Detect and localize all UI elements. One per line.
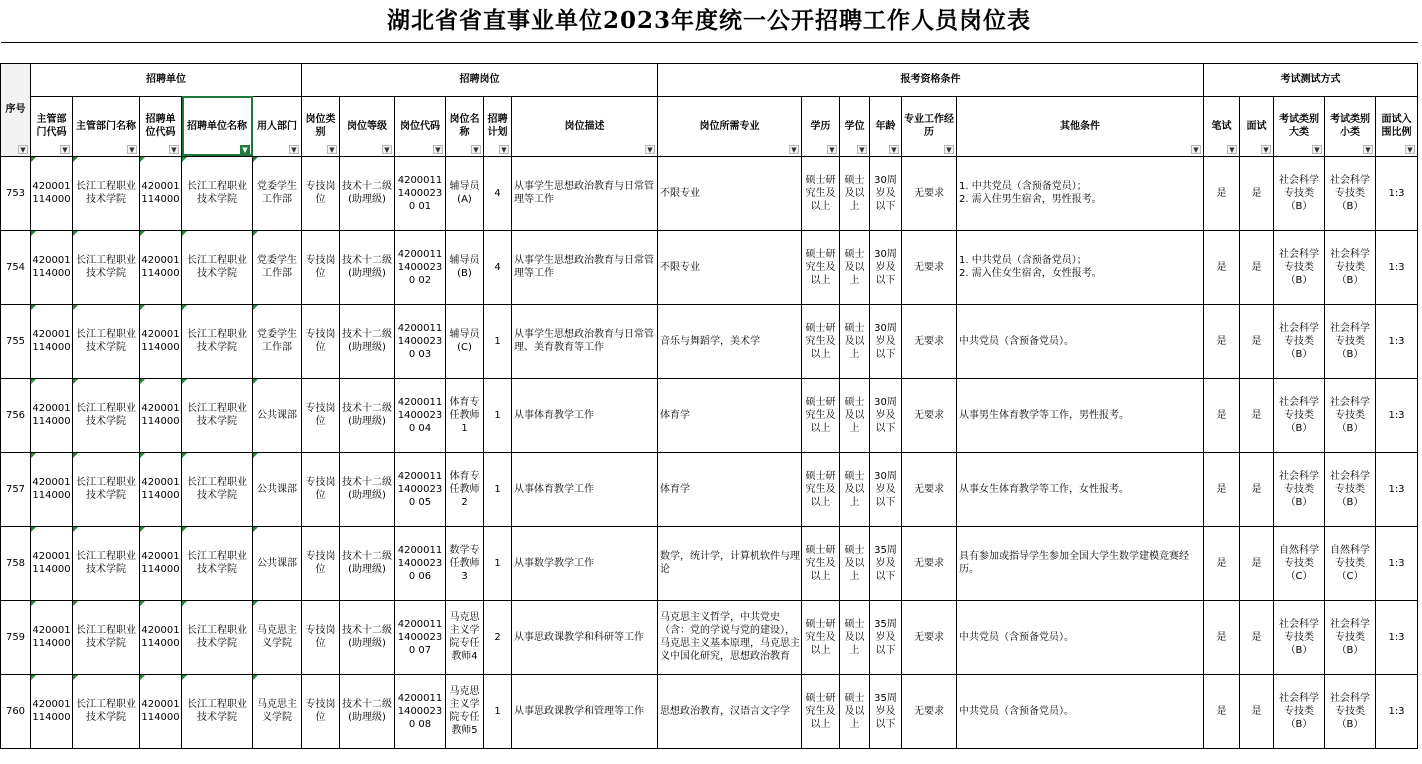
cell-cat2[interactable]: 社会科学专技类（B）: [1325, 674, 1376, 748]
cell-cat2[interactable]: 自然科学专技类（C）: [1325, 526, 1376, 600]
column-header-label: 年龄: [875, 120, 896, 132]
cell-degree[interactable]: 硕士及以上: [840, 156, 870, 230]
sheet-title: 湖北省省直事业单位2023年度统一公开招聘工作人员岗位表: [1, 0, 1418, 42]
cell-exp[interactable]: 无要求: [902, 452, 957, 526]
table-row: [1, 526, 1418, 600]
dropdown-arrow-icon[interactable]: ▼: [889, 145, 899, 154]
table-row: [1, 156, 1418, 230]
cell-interview[interactable]: 是: [1240, 526, 1274, 600]
cell-desc[interactable]: 从事学生思想政治教育与日常管理、美育教育等工作: [512, 304, 658, 378]
dropdown-arrow-icon[interactable]: ▼: [1405, 145, 1415, 154]
cell-age[interactable]: 35周岁及以下: [870, 600, 902, 674]
dropdown-arrow-icon[interactable]: ▼: [433, 145, 443, 154]
cell-unit-name[interactable]: 长江工程职业技术学院: [182, 526, 253, 600]
cell-office[interactable]: 马克思主义学院: [253, 674, 302, 748]
serial-header-label: 序号: [5, 104, 26, 115]
cell-cat1[interactable]: 社会科学专技类（B）: [1274, 304, 1325, 378]
cell-office[interactable]: 公共课部: [253, 526, 302, 600]
cell-level[interactable]: 技术十二级(助理级): [340, 230, 395, 304]
cell-major[interactable]: 思想政治教育，汉语言文字学: [658, 674, 802, 748]
cell-ratio[interactable]: 1:3: [1376, 674, 1418, 748]
column-header-label: 其他条件: [1060, 120, 1100, 132]
cell-age[interactable]: 35周岁及以下: [870, 674, 902, 748]
cell-dept-name[interactable]: 长江工程职业技术学院: [73, 674, 140, 748]
cell-cat1[interactable]: 社会科学专技类（B）: [1274, 452, 1325, 526]
cell-edu[interactable]: 硕士研究生及以上: [802, 304, 840, 378]
cell-interview[interactable]: 是: [1240, 378, 1274, 452]
cell-cat2[interactable]: 社会科学专技类（B）: [1325, 600, 1376, 674]
cell-post[interactable]: 辅导员(A): [446, 156, 484, 230]
cell-edu[interactable]: 硕士研究生及以上: [802, 230, 840, 304]
column-header-label: 主管部门代码: [36, 114, 67, 138]
cell-degree[interactable]: 硕士及以上: [840, 526, 870, 600]
cell-no[interactable]: 758: [1, 526, 31, 600]
column-header-label: 岗位类别: [305, 114, 336, 138]
cell-exp[interactable]: 无要求: [902, 378, 957, 452]
cell-dept-name[interactable]: 长江工程职业技术学院: [73, 526, 140, 600]
cell-type[interactable]: 专技岗位: [302, 674, 340, 748]
dropdown-arrow-icon[interactable]: ▼: [1363, 145, 1373, 154]
cell-major[interactable]: 数学，统计学，计算机软件与理论: [658, 526, 802, 600]
group-qual: 报考资格条件: [658, 63, 1204, 96]
cell-cat1[interactable]: 社会科学专技类（B）: [1274, 230, 1325, 304]
cell-office[interactable]: 公共课部: [253, 452, 302, 526]
cell-unit-code[interactable]: 420001114000: [140, 600, 182, 674]
cell-no[interactable]: 759: [1, 600, 31, 674]
cell-office[interactable]: 党委学生工作部: [253, 230, 302, 304]
cell-ratio[interactable]: 1:3: [1376, 156, 1418, 230]
cell-edu[interactable]: 硕士研究生及以上: [802, 526, 840, 600]
cell-unit-code[interactable]: 420001114000: [140, 674, 182, 748]
cell-type[interactable]: 专技岗位: [302, 452, 340, 526]
cell-degree[interactable]: 硕士及以上: [840, 230, 870, 304]
cell-major[interactable]: 音乐与舞蹈学，美术学: [658, 304, 802, 378]
cell-written[interactable]: 是: [1204, 674, 1240, 748]
column-header-label: 主管部门名称: [76, 120, 136, 132]
cell-dept-name[interactable]: 长江工程职业技术学院: [73, 378, 140, 452]
cell-no[interactable]: 756: [1, 378, 31, 452]
column-header-label: 考试类别大类: [1279, 114, 1319, 138]
cell-written[interactable]: 是: [1204, 378, 1240, 452]
cell-other[interactable]: 1. 中共党员（含预备党员）； 2. 需入住女生宿舍，女性报考。: [957, 230, 1204, 304]
cell-major[interactable]: 体育学: [658, 378, 802, 452]
cell-plan[interactable]: 1: [484, 526, 512, 600]
dropdown-arrow-icon[interactable]: ▼: [289, 145, 299, 154]
cell-ratio[interactable]: 1:3: [1376, 304, 1418, 378]
cell-written[interactable]: 是: [1204, 304, 1240, 378]
cell-type[interactable]: 专技岗位: [302, 156, 340, 230]
cell-desc[interactable]: 从事思政课教学和管理等工作: [512, 674, 658, 748]
cell-level[interactable]: 技术十二级(助理级): [340, 674, 395, 748]
cell-post[interactable]: 辅导员(B): [446, 230, 484, 304]
column-header[interactable]: [902, 96, 957, 156]
cell-type[interactable]: 专技岗位: [302, 378, 340, 452]
dropdown-arrow-icon[interactable]: ▼: [1227, 145, 1237, 154]
table-row: [1, 230, 1418, 304]
table-row: [1, 452, 1418, 526]
cell-plan[interactable]: 1: [484, 452, 512, 526]
cell-unit-code[interactable]: 420001114000: [140, 452, 182, 526]
column-header[interactable]: [957, 96, 1204, 156]
cell-office[interactable]: 党委学生工作部: [253, 304, 302, 378]
cell-cat1[interactable]: 自然科学专技类（C）: [1274, 526, 1325, 600]
cell-office[interactable]: 公共课部: [253, 378, 302, 452]
dropdown-arrow-icon[interactable]: ▼: [827, 145, 837, 154]
cell-dept-code[interactable]: 420001114000: [31, 230, 73, 304]
cell-unit-name[interactable]: 长江工程职业技术学院: [182, 452, 253, 526]
cell-cat2[interactable]: 社会科学专技类（B）: [1325, 230, 1376, 304]
column-header[interactable]: [182, 96, 253, 156]
cell-unit-code[interactable]: 420001114000: [140, 304, 182, 378]
cell-cat1[interactable]: 社会科学专技类（B）: [1274, 600, 1325, 674]
cell-cat2[interactable]: 社会科学专技类（B）: [1325, 156, 1376, 230]
serial-header[interactable]: [1, 63, 31, 156]
column-header-label: 岗位描述: [564, 120, 605, 132]
cell-cat1[interactable]: 社会科学专技类（B）: [1274, 378, 1325, 452]
cell-unit-name[interactable]: 长江工程职业技术学院: [182, 230, 253, 304]
cell-no[interactable]: 754: [1, 230, 31, 304]
cell-plan[interactable]: 1: [484, 304, 512, 378]
column-header-label: 专业工作经历: [904, 114, 954, 138]
cell-age[interactable]: 30周岁及以下: [870, 378, 902, 452]
cell-exp[interactable]: 无要求: [902, 230, 957, 304]
dropdown-arrow-icon[interactable]: ▼: [169, 145, 179, 154]
dropdown-arrow-icon[interactable]: ▼: [1191, 145, 1201, 154]
group-unit: 招聘单位: [31, 63, 302, 96]
cell-type[interactable]: 专技岗位: [302, 304, 340, 378]
cell-exp[interactable]: 无要求: [902, 674, 957, 748]
cell-level[interactable]: 技术十二级(助理级): [340, 156, 395, 230]
cell-level[interactable]: 技术十二级(助理级): [340, 600, 395, 674]
cell-interview[interactable]: 是: [1240, 304, 1274, 378]
cell-dept-code[interactable]: 420001114000: [31, 526, 73, 600]
blank-row: [1, 42, 1418, 63]
cell-plan[interactable]: 1: [484, 378, 512, 452]
cell-other[interactable]: 中共党员（含预备党员）。: [957, 304, 1204, 378]
column-header-label: 面试: [1246, 120, 1267, 132]
cell-type[interactable]: 专技岗位: [302, 526, 340, 600]
dropdown-arrow-icon[interactable]: ▼: [127, 145, 137, 154]
cell-desc[interactable]: 从事体育教学工作: [512, 378, 658, 452]
column-header-label: 笔试: [1211, 120, 1232, 132]
dropdown-arrow-icon[interactable]: ▼: [18, 145, 28, 154]
cell-dept-code[interactable]: 420001114000: [31, 600, 73, 674]
cell-interview[interactable]: 是: [1240, 452, 1274, 526]
cell-cat1[interactable]: 社会科学专技类（B）: [1274, 674, 1325, 748]
cell-age[interactable]: 30周岁及以下: [870, 230, 902, 304]
cell-dept-name[interactable]: 长江工程职业技术学院: [73, 304, 140, 378]
cell-plan[interactable]: 4: [484, 230, 512, 304]
cell-post[interactable]: 体育专任教师1: [446, 378, 484, 452]
group-exam: 考试测试方式: [1204, 63, 1418, 96]
column-header-label: 岗位名称: [449, 114, 480, 138]
column-header-label: 考试类别小类: [1330, 114, 1370, 138]
column-header[interactable]: [512, 96, 658, 156]
dropdown-arrow-icon[interactable]: ▼: [1261, 145, 1271, 154]
cell-post[interactable]: 体育专任教师2: [446, 452, 484, 526]
column-header[interactable]: [73, 96, 140, 156]
cell-unit-code[interactable]: 420001114000: [140, 156, 182, 230]
cell-exp[interactable]: 无要求: [902, 156, 957, 230]
cell-ratio[interactable]: 1:3: [1376, 452, 1418, 526]
cell-unit-code[interactable]: 420001114000: [140, 378, 182, 452]
cell-dept-name[interactable]: 长江工程职业技术学院: [73, 600, 140, 674]
cell-other[interactable]: 具有参加或指导学生参加全国大学生数学建模竞赛经历。: [957, 526, 1204, 600]
cell-type[interactable]: 专技岗位: [302, 230, 340, 304]
cell-type[interactable]: 专技岗位: [302, 600, 340, 674]
table-row: [1, 304, 1418, 378]
dropdown-arrow-icon[interactable]: ▼: [789, 145, 799, 154]
cell-exp[interactable]: 无要求: [902, 304, 957, 378]
column-header-label: 岗位所需专业: [699, 120, 760, 132]
cell-desc[interactable]: 从事体育教学工作: [512, 452, 658, 526]
cell-dept-name[interactable]: 长江工程职业技术学院: [73, 156, 140, 230]
column-header[interactable]: [340, 96, 395, 156]
cell-degree[interactable]: 硕士及以上: [840, 304, 870, 378]
cell-unit-name[interactable]: 长江工程职业技术学院: [182, 304, 253, 378]
cell-ratio[interactable]: 1:3: [1376, 378, 1418, 452]
column-header[interactable]: [870, 96, 902, 156]
cell-code[interactable]: 420001114000230 05: [395, 452, 446, 526]
cell-code[interactable]: 420001114000230 07: [395, 600, 446, 674]
cell-written[interactable]: 是: [1204, 526, 1240, 600]
cell-dept-code[interactable]: 420001114000: [31, 156, 73, 230]
cell-unit-name[interactable]: 长江工程职业技术学院: [182, 600, 253, 674]
column-header[interactable]: [1204, 96, 1240, 156]
cell-major[interactable]: 体育学: [658, 452, 802, 526]
cell-dept-name[interactable]: 长江工程职业技术学院: [73, 230, 140, 304]
cell-code[interactable]: 420001114000230 06: [395, 526, 446, 600]
cell-interview[interactable]: 是: [1240, 600, 1274, 674]
cell-office[interactable]: 马克思主义学院: [253, 600, 302, 674]
cell-age[interactable]: 30周岁及以下: [870, 304, 902, 378]
cell-edu[interactable]: 硕士研究生及以上: [802, 156, 840, 230]
cell-code[interactable]: 420001114000230 03: [395, 304, 446, 378]
cell-dept-code[interactable]: 420001114000: [31, 378, 73, 452]
column-header-label: 招聘计划: [487, 114, 508, 138]
dropdown-arrow-icon[interactable]: ▼: [471, 145, 481, 154]
cell-code[interactable]: 420001114000230 04: [395, 378, 446, 452]
cell-plan[interactable]: 2: [484, 600, 512, 674]
column-header[interactable]: [802, 96, 840, 156]
column-header[interactable]: [395, 96, 446, 156]
group-post: 招聘岗位: [302, 63, 658, 96]
column-header[interactable]: [446, 96, 484, 156]
column-header[interactable]: [1240, 96, 1274, 156]
cell-desc[interactable]: 从事数学教学工作: [512, 526, 658, 600]
dropdown-arrow-icon[interactable]: ▼: [857, 145, 867, 154]
cell-level[interactable]: 技术十二级(助理级): [340, 304, 395, 378]
cell-desc[interactable]: 从事学生思想政治教育与日常管理等工作: [512, 156, 658, 230]
cell-edu[interactable]: 硕士研究生及以上: [802, 600, 840, 674]
cell-written[interactable]: 是: [1204, 452, 1240, 526]
cell-unit-name[interactable]: 长江工程职业技术学院: [182, 674, 253, 748]
cell-interview[interactable]: 是: [1240, 230, 1274, 304]
column-header-label: 岗位等级: [347, 120, 387, 132]
cell-major[interactable]: 不限专业: [658, 156, 802, 230]
cell-post[interactable]: 数学专任教师3: [446, 526, 484, 600]
cell-written[interactable]: 是: [1204, 156, 1240, 230]
cell-level[interactable]: 技术十二级(助理级): [340, 526, 395, 600]
table-row: [1, 600, 1418, 674]
column-header[interactable]: [1274, 96, 1325, 156]
cell-plan[interactable]: 4: [484, 156, 512, 230]
cell-degree[interactable]: 硕士及以上: [840, 674, 870, 748]
cell-other[interactable]: 中共党员（含预备党员）。: [957, 674, 1204, 748]
dropdown-arrow-icon[interactable]: ▼: [327, 145, 337, 154]
cell-age[interactable]: 30周岁及以下: [870, 452, 902, 526]
column-header-label: 学位: [844, 120, 865, 132]
dropdown-arrow-icon[interactable]: ▼: [645, 145, 655, 154]
cell-dept-code[interactable]: 420001114000: [31, 304, 73, 378]
cell-code[interactable]: 420001114000230 08: [395, 674, 446, 748]
cell-cat1[interactable]: 社会科学专技类（B）: [1274, 156, 1325, 230]
dropdown-arrow-icon[interactable]: ▼: [1312, 145, 1322, 154]
table-row: [1, 674, 1418, 748]
cell-dept-name[interactable]: 长江工程职业技术学院: [73, 452, 140, 526]
cell-exp[interactable]: 无要求: [902, 526, 957, 600]
cell-other[interactable]: 1. 中共党员（含预备党员）； 2. 需入住男生宿舍，男性报考。: [957, 156, 1204, 230]
cell-degree[interactable]: 硕士及以上: [840, 600, 870, 674]
cell-dept-code[interactable]: 420001114000: [31, 674, 73, 748]
dropdown-arrow-icon[interactable]: ▼: [944, 145, 954, 154]
cell-exp[interactable]: 无要求: [902, 600, 957, 674]
cell-cat2[interactable]: 社会科学专技类（B）: [1325, 304, 1376, 378]
cell-level[interactable]: 技术十二级(助理级): [340, 378, 395, 452]
cell-degree[interactable]: 硕士及以上: [840, 452, 870, 526]
column-header[interactable]: [253, 96, 302, 156]
column-header-label: 招聘单位名称: [187, 120, 247, 132]
cell-interview[interactable]: 是: [1240, 674, 1274, 748]
column-header[interactable]: [1325, 96, 1376, 156]
active-filter-icon[interactable]: ▼: [240, 145, 250, 154]
column-header[interactable]: [658, 96, 802, 156]
cell-desc[interactable]: 从事学生思想政治教育与日常管理等工作: [512, 230, 658, 304]
cell-unit-name[interactable]: 长江工程职业技术学院: [182, 378, 253, 452]
column-header-label: 用人部门: [257, 120, 297, 132]
column-header-label: 招聘单位代码: [145, 114, 176, 138]
column-header[interactable]: [302, 96, 340, 156]
column-header-label: 学历: [810, 120, 831, 132]
cell-written[interactable]: 是: [1204, 600, 1240, 674]
cell-age[interactable]: 30周岁及以下: [870, 156, 902, 230]
cell-code[interactable]: 420001114000230 01: [395, 156, 446, 230]
cell-post[interactable]: 辅导员(C): [446, 304, 484, 378]
column-header[interactable]: [840, 96, 870, 156]
cell-dept-code[interactable]: 420001114000: [31, 452, 73, 526]
cell-ratio[interactable]: 1:3: [1376, 600, 1418, 674]
dropdown-arrow-icon[interactable]: ▼: [382, 145, 392, 154]
cell-no[interactable]: 755: [1, 304, 31, 378]
cell-major[interactable]: 马克思主义哲学，中共党史（含：党的学说与党的建设），马克思主义基本原理，马克思主义中国化研究，思想政治教育: [658, 600, 802, 674]
cell-cat2[interactable]: 社会科学专技类（B）: [1325, 452, 1376, 526]
cell-unit-code[interactable]: 420001114000: [140, 526, 182, 600]
table-row: [1, 378, 1418, 452]
column-header-label: 岗位代码: [400, 120, 440, 132]
cell-desc[interactable]: 从事思政课教学和科研等工作: [512, 600, 658, 674]
cell-no[interactable]: 760: [1, 674, 31, 748]
cell-no[interactable]: 757: [1, 452, 31, 526]
cell-unit-code[interactable]: 420001114000: [140, 230, 182, 304]
cell-ratio[interactable]: 1:3: [1376, 526, 1418, 600]
cell-edu[interactable]: 硕士研究生及以上: [802, 378, 840, 452]
cell-other[interactable]: 从事男生体育教学等工作，男性报考。: [957, 378, 1204, 452]
dropdown-arrow-icon[interactable]: ▼: [60, 145, 70, 154]
cell-ratio[interactable]: 1:3: [1376, 230, 1418, 304]
cell-written[interactable]: 是: [1204, 230, 1240, 304]
cell-age[interactable]: 35周岁及以下: [870, 526, 902, 600]
dropdown-arrow-icon[interactable]: ▼: [499, 145, 509, 154]
cell-plan[interactable]: 1: [484, 674, 512, 748]
cell-interview[interactable]: 是: [1240, 156, 1274, 230]
cell-code[interactable]: 420001114000230 02: [395, 230, 446, 304]
cell-office[interactable]: 党委学生工作部: [253, 156, 302, 230]
cell-post[interactable]: 马克思主义学院专任教师5: [446, 674, 484, 748]
column-header-label: 面试入围比例: [1381, 114, 1412, 138]
column-header[interactable]: [140, 96, 182, 156]
cell-other[interactable]: 从事女生体育教学等工作，女性报考。: [957, 452, 1204, 526]
cell-no[interactable]: 753: [1, 156, 31, 230]
column-header[interactable]: [484, 96, 512, 156]
cell-degree[interactable]: 硕士及以上: [840, 378, 870, 452]
cell-level[interactable]: 技术十二级(助理级): [340, 452, 395, 526]
column-header[interactable]: [1376, 96, 1418, 156]
cell-other[interactable]: 中共党员（含预备党员）。: [957, 600, 1204, 674]
cell-unit-name[interactable]: 长江工程职业技术学院: [182, 156, 253, 230]
cell-cat2[interactable]: 社会科学专技类（B）: [1325, 378, 1376, 452]
cell-edu[interactable]: 硕士研究生及以上: [802, 452, 840, 526]
column-header[interactable]: [31, 96, 73, 156]
cell-post[interactable]: 马克思主义学院专任教师4: [446, 600, 484, 674]
cell-major[interactable]: 不限专业: [658, 230, 802, 304]
cell-edu[interactable]: 硕士研究生及以上: [802, 674, 840, 748]
